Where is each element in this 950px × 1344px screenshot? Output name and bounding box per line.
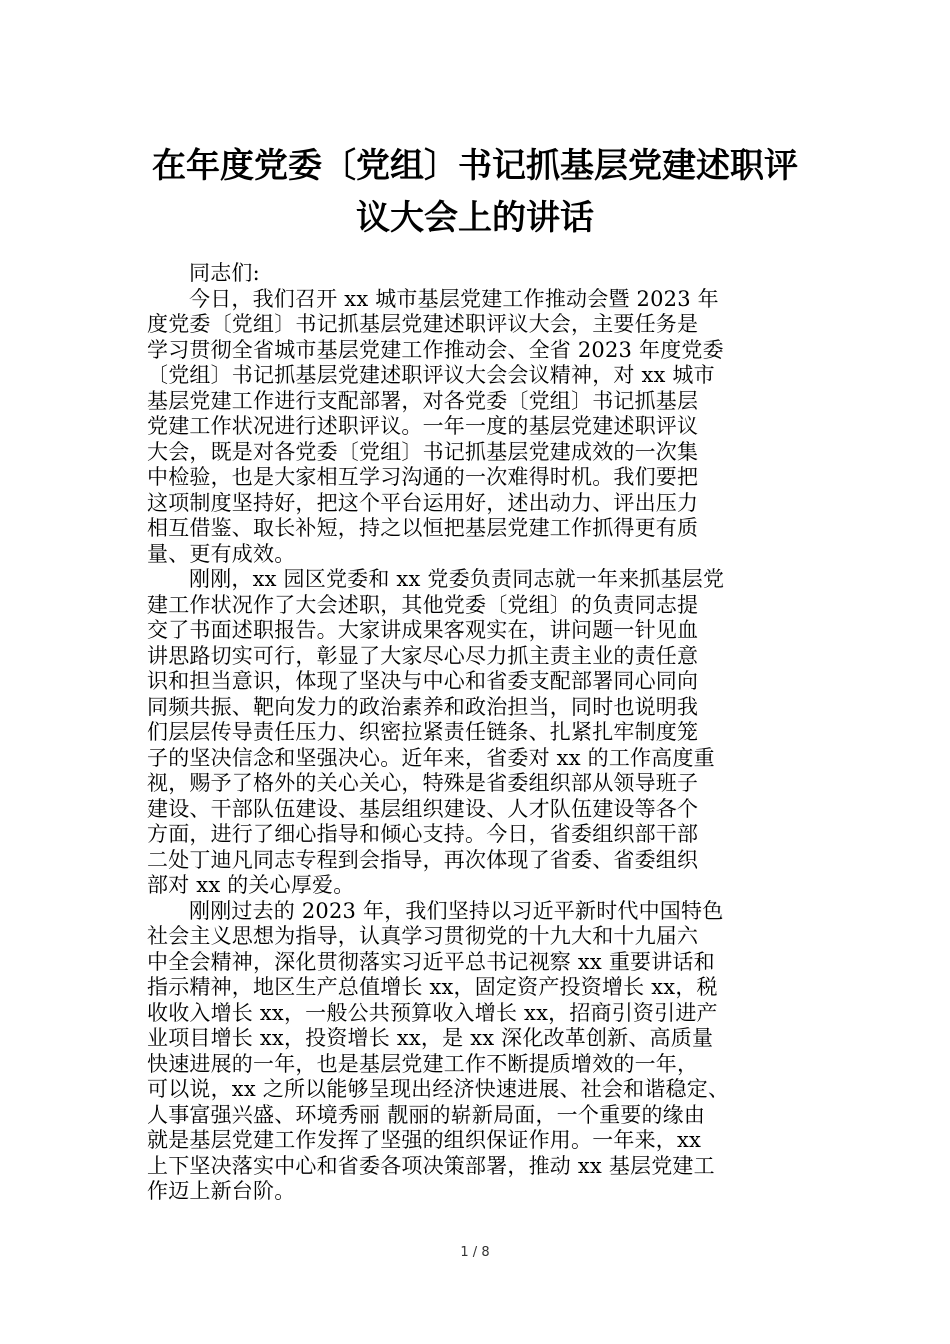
text-line: 二处丁迪凡同志专程到会指导，再次体现了省委、省委组织 [147,847,699,872]
text-line: 同频共振、靶向发力的政治素养和政治担当，同时也说明我 [147,694,699,719]
text-line: 相互借鉴、取长补短，持之以恒把基层党建工作抓得更有质 [147,516,699,540]
text-line: 度党委〔党组〕书记抓基层党建述职评议大会，主要任务是 [147,312,699,336]
page-number: 1 / 8 [460,1245,490,1260]
text-line: 中检验，也是大家相互学习沟通的一次难得时机。我们要把 [147,465,699,489]
text-line: 作迈上新台阶。 [147,1179,296,1203]
text-line: 今日，我们召开 xx 城市基层党建工作推动会暨 2023 年 [189,286,719,311]
text-line: 社会主义思想为指导，认真学习贯彻党的十九大和十九届六 [147,924,699,948]
text-line: 〔党组〕书记抓基层党建述职评议大会会议精神，对 xx 城市 [147,363,715,387]
text-line: 快速进展的一年，也是基层党建工作不断提质增效的一年， [147,1051,699,1076]
text-line: 方面，进行了细心指导和倾心支持。今日，省委组织部干部 [147,822,699,846]
text-line: 建设、干部队伍建设、基层组织建设、人才队伍建设等各个 [147,796,699,821]
text-line: 交了书面述职报告。大家讲成果客观实在，讲问题一针见血 [147,618,699,642]
text-line: 业项目增长 xx，投资增长 xx，是 xx 深化改革创新、高质量 [147,1026,714,1050]
text-line: 量、更有成效。 [147,541,296,566]
text-line: 党建工作状况进行述职评议。一年一度的基层党建述职评议 [147,414,699,438]
text-line: 刚刚过去的 2023 年，我们坚持以习近平新时代中国特色 [189,898,724,923]
text-line: 同志们: [189,261,260,285]
paragraph-3 [147,899,812,1205]
text-line: 建工作状况作了大会述职，其他党委〔党组〕的负责同志提 [147,592,699,617]
text-line: 大会，既是对各党委〔党组〕书记抓基层党建成效的一次集 [147,439,699,464]
text-line: 识和担当意识，体现了坚决与中心和省委支配部署同心同向 [147,669,699,693]
paragraph-salutation [147,261,812,287]
text-line: 刚刚，xx 园区党委和 xx 党委负责同志就一年来抓基层党 [189,567,725,591]
title-line: 议大会上的讲话 [356,198,594,238]
title-line: 在年度党委〔党组〕书记抓基层党建述职评 [152,146,798,186]
text-line: 人事富强兴盛、环境秀丽 靓丽的崭新局面，一个重要的缘由 [147,1102,706,1127]
text-line: 就是基层党建工作发挥了坚强的组织保证作用。一年来，xx [147,1128,702,1152]
text-line: 可以说，xx 之所以能够呈现出经济快速进展、社会和谐稳定、 [147,1077,730,1101]
text-line: 中全会精神，深化贯彻落实习近平总书记视察 xx 重要讲话和 [147,949,715,974]
text-line: 基层党建工作进行支配部署，对各党委〔党组〕书记抓基层 [147,388,699,413]
text-line: 讲思路切实可行，彰显了大家尽心尽力抓主责主业的责任意 [147,643,699,668]
paragraph-2 [147,567,812,899]
text-line: 子的坚决信念和坚强决心。近年来，省委对 xx 的工作高度重 [147,745,715,770]
document-body [147,261,812,1205]
document-title [140,140,810,244]
text-line: 学习贯彻全省城市基层党建工作推动会、全省 2023 年度党委 [147,337,724,362]
text-line: 这项制度坚持好，把这个平台运用好，述出动力、评出压力 [147,490,699,515]
text-line: 们层层传导责任压力、织密拉紧责任链条、扎紧扎牢制度笼 [147,720,699,744]
text-line: 收收入增长 xx，一般公共预算收入增长 xx，招商引资引进产 [147,1000,718,1025]
text-line: 上下坚决落实中心和省委各项决策部署，推动 xx 基层党建工 [147,1153,715,1178]
paragraph-1 [147,287,812,568]
text-line: 部对 xx 的关心厚爱。 [147,873,355,897]
text-line: 指示精神，地区生产总值增长 xx，固定资产投资增长 xx，税 [147,975,718,999]
text-line: 视，赐予了格外的关心关心，特殊是省委组织部从领导班子 [147,771,699,795]
